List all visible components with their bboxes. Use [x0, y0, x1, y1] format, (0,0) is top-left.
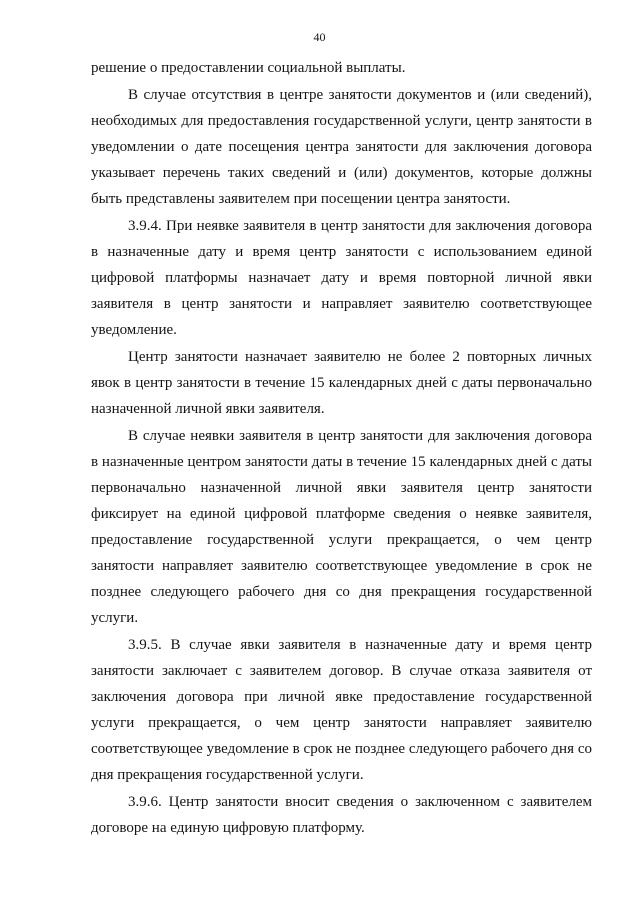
paragraph-3-9-4: 3.9.4. При неявке заявителя в центр занятости для заключения договора в назначенные дату и время центр занятости с использованием единой цифровой платформы назначает дату и время повторной личной явки заявителя в центр занятости и направляет заявителю соответствующее уведомление. [91, 218, 592, 338]
paragraph-3-9-6: 3.9.6. Центр занятости вносит сведения о заключенном с заявителем договоре на единую цифровую платформу. [91, 794, 592, 836]
paragraph-continuation: решение о предоставлении социальной выплаты. [91, 60, 406, 76]
page-number: 40 [313, 30, 326, 44]
paragraph-3-9-5: 3.9.5. В случае явки заявителя в назначенные дату и время центр занятости заключает с заявителем договор. В случае отказа заявителя от заключения договора при личной явке предоставление государственной услуги прекращается, о чем центр занятости направляет заявителю соответствующее уведомление в срок не позднее следующего рабочего дня со дня прекращения государственной услуги. [91, 637, 592, 783]
paragraph-missing-documents: В случае отсутствия в центре занятости документов и (или сведений), необходимых для предоставления государственной услуги, центр занятости в уведомлении о дате посещения центра занятости для заключения договора указывает перечень таких сведений и (или) документов, которые должны быть представлены заявителем при посещении центра занятости. [91, 87, 592, 207]
paragraph-repeat-visits: Центр занятости назначает заявителю не более 2 повторных личных явок в центр занятости в течение 15 календарных дней с даты первоначально назначенной личной явки заявителя. [91, 349, 592, 417]
paragraph-non-appearance: В случае неявки заявителя в центр занятости для заключения договора в назначенные центром занятости даты в течение 15 календарных дней с даты первоначально назначенной личной явки заявителя центр занятости фиксирует на единой цифровой платформе сведения о неявке заявителя, предоставление государственной услуги прекращается, о чем центр занятости направляет заявителю соответствующее уведомление в срок не позднее следующего рабочего дня со дня прекращения государственной услуги. [91, 428, 592, 626]
document-body [91, 55, 592, 841]
